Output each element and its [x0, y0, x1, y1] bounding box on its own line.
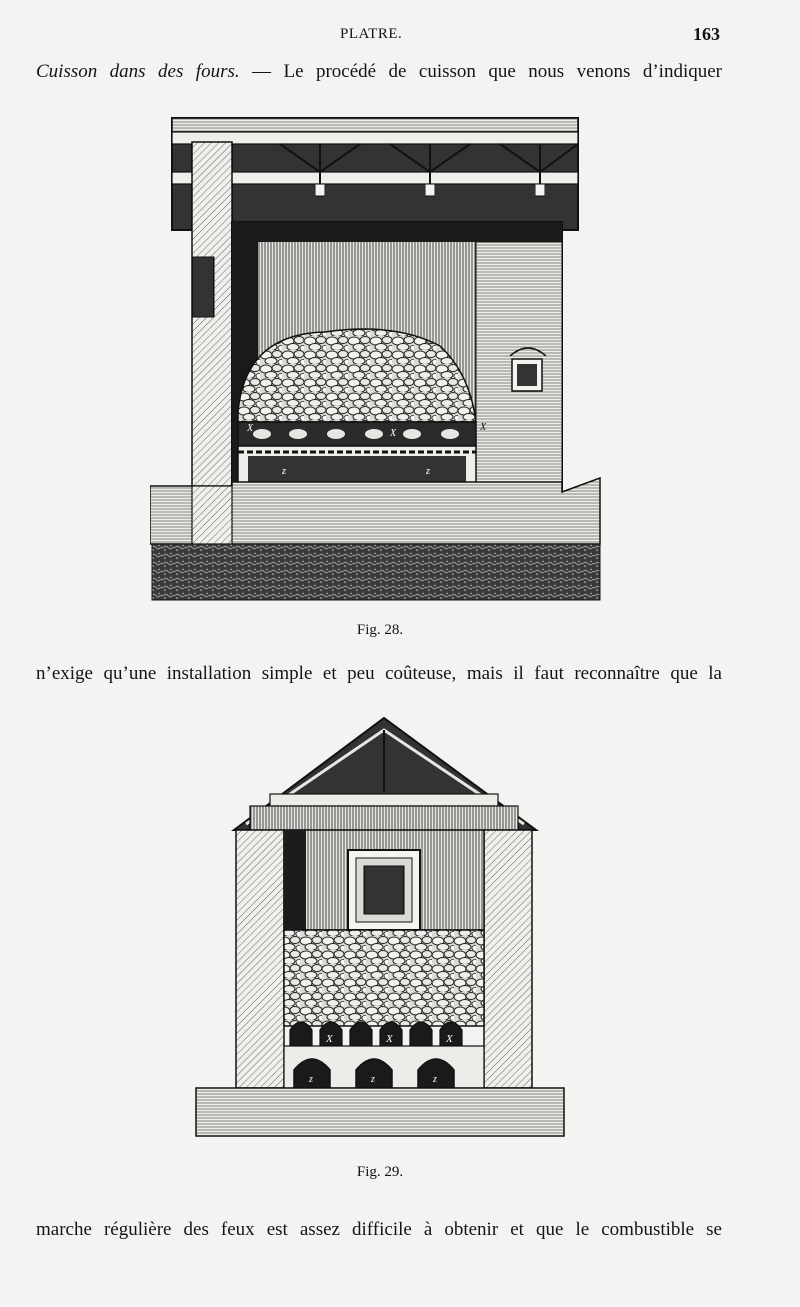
svg-text:z: z	[433, 1074, 437, 1085]
svg-text:X: X	[247, 423, 254, 434]
svg-text:X: X	[390, 428, 397, 439]
figure-28-kiln-section	[150, 112, 610, 602]
svg-text:X: X	[480, 422, 487, 433]
svg-text:z: z	[309, 1074, 313, 1085]
figure-29-caption: Fig. 29.	[356, 1164, 404, 1180]
paragraph-line-2: n’exige qu’une installation simple et peu coûteuse, mais il faut reconnaître que la	[36, 663, 722, 684]
svg-text:z: z	[371, 1074, 375, 1085]
paragraph-line-1-text: — Le procédé de cuisson que nous venons d’indiquer	[239, 61, 722, 82]
figure-29-kiln-cross-section	[190, 712, 570, 1142]
paragraph-line-3: marche régulière des feux est assez difficile à obtenir et que le combustible se	[36, 1219, 722, 1240]
running-head-title: PLATRE.	[340, 26, 403, 42]
svg-text:z: z	[426, 466, 430, 477]
figure-28-caption: Fig. 28.	[356, 622, 404, 638]
svg-text:X: X	[386, 1033, 393, 1045]
svg-text:z: z	[282, 466, 286, 477]
svg-text:X: X	[446, 1033, 453, 1045]
page-number: 163	[693, 24, 720, 44]
section-run-in-heading: Cuisson dans des fours.	[36, 61, 240, 82]
paragraph-line-1	[36, 60, 722, 84]
svg-text:X: X	[326, 1033, 333, 1045]
running-head	[0, 24, 800, 48]
